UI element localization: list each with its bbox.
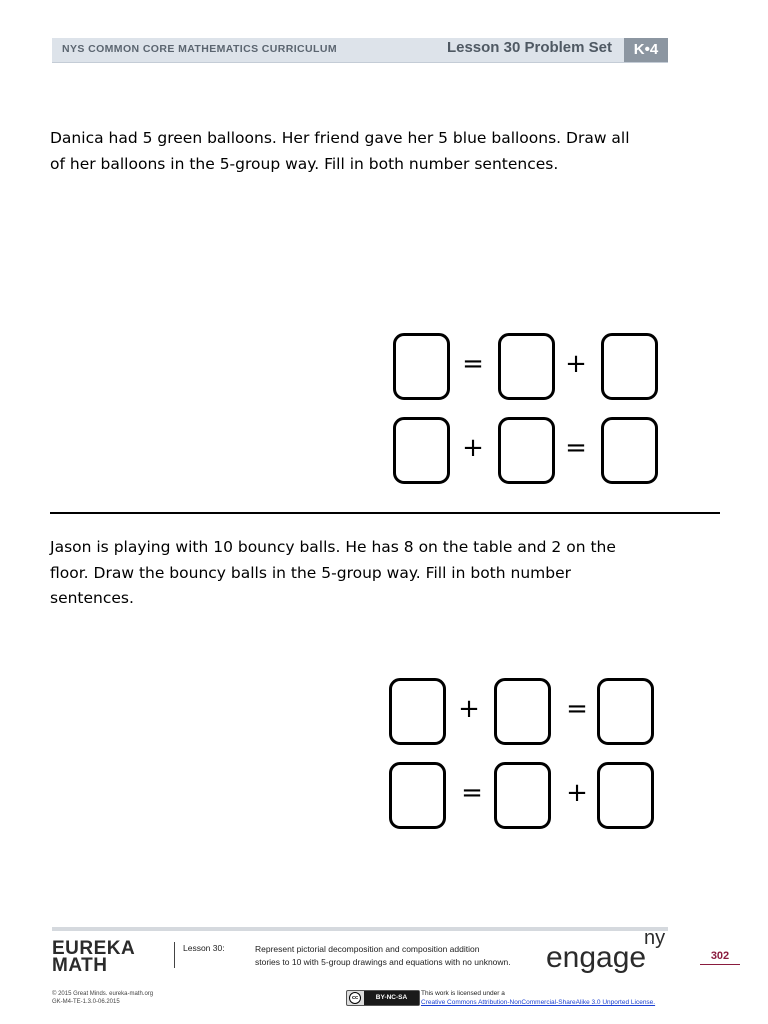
lesson-desc-line-2: stories to 10 with 5-group drawings and equations with no unknown. bbox=[255, 957, 511, 967]
problem-2-line-2: floor. Draw the bouncy balls in the 5-group way. Fill in both number bbox=[50, 563, 571, 582]
answer-box[interactable] bbox=[597, 762, 654, 829]
page-number: 302 bbox=[700, 950, 740, 965]
problem-1-text bbox=[50, 126, 690, 177]
curriculum-title: NYS COMMON CORE MATHEMATICS CURRICULUM bbox=[62, 43, 337, 55]
operator-symbol: = bbox=[565, 433, 587, 463]
answer-box[interactable] bbox=[389, 762, 446, 829]
cc-icon: cc bbox=[349, 992, 361, 1004]
section-divider bbox=[50, 512, 720, 514]
answer-box[interactable] bbox=[498, 333, 555, 400]
answer-box[interactable] bbox=[393, 417, 450, 484]
answer-box[interactable] bbox=[498, 417, 555, 484]
license-notice bbox=[421, 989, 681, 1007]
footer-rule bbox=[52, 927, 668, 931]
logo-line-1: EUREKA bbox=[52, 938, 136, 959]
operator-symbol: = bbox=[566, 694, 588, 724]
problem-2-equation-1 bbox=[389, 678, 659, 745]
problem-2-equation-2 bbox=[389, 762, 659, 829]
problem-2-line-3: sentences. bbox=[50, 589, 134, 607]
problem-1-line-2: of her balloons in the 5-group way. Fill in both number sentences. bbox=[50, 154, 559, 173]
engageny-logo bbox=[546, 927, 666, 978]
creative-commons-badge[interactable] bbox=[346, 990, 420, 1006]
module-badge: K•4 bbox=[624, 38, 668, 62]
problem-1-equation-2 bbox=[393, 417, 663, 484]
footer-lesson-label: Lesson 30: bbox=[183, 943, 225, 953]
problem-1-equation-1 bbox=[393, 333, 663, 400]
answer-box[interactable] bbox=[597, 678, 654, 745]
operator-symbol: + bbox=[458, 694, 480, 724]
lesson-title: Lesson 30 Problem Set bbox=[446, 39, 612, 56]
ny-text: ny bbox=[644, 927, 666, 949]
operator-symbol: + bbox=[565, 349, 587, 379]
operator-symbol: = bbox=[462, 349, 484, 379]
operator-symbol: = bbox=[461, 778, 483, 808]
answer-box[interactable] bbox=[601, 333, 658, 400]
answer-box[interactable] bbox=[494, 678, 551, 745]
operator-symbol: + bbox=[566, 778, 588, 808]
engage-text: engage bbox=[546, 941, 647, 974]
answer-box[interactable] bbox=[389, 678, 446, 745]
eureka-math-logo bbox=[52, 940, 142, 974]
page-header bbox=[52, 38, 668, 63]
operator-symbol: + bbox=[462, 433, 484, 463]
answer-box[interactable] bbox=[393, 333, 450, 400]
cc-license-label: BY-NC-SA bbox=[364, 991, 419, 1005]
problem-2-text bbox=[50, 535, 690, 612]
logo-line-2: MATH bbox=[52, 955, 108, 976]
footer-separator bbox=[174, 942, 175, 968]
problem-2-line-1: Jason is playing with 10 bouncy balls. He has 8 on the table and 2 on the bbox=[50, 538, 616, 556]
copyright-line-2: GK-M4-TE-1.3.0-06.2015 bbox=[52, 999, 120, 1005]
lesson-desc-line-1: Represent pictorial decomposition and composition addition bbox=[255, 944, 480, 954]
copyright bbox=[52, 990, 153, 1006]
problem-1-line-1: Danica had 5 green balloons. Her friend gave her 5 blue balloons. Draw all bbox=[50, 129, 630, 147]
license-link[interactable]: Creative Commons Attribution-NonCommercial-ShareAlike 3.0 Unported License. bbox=[421, 999, 656, 1006]
footer-lesson-description bbox=[255, 943, 545, 969]
answer-box[interactable] bbox=[494, 762, 551, 829]
copyright-line-1: © 2015 Great Minds. eureka-math.org bbox=[52, 991, 154, 997]
answer-box[interactable] bbox=[601, 417, 658, 484]
license-line-1: This work is licensed under a bbox=[421, 990, 505, 997]
